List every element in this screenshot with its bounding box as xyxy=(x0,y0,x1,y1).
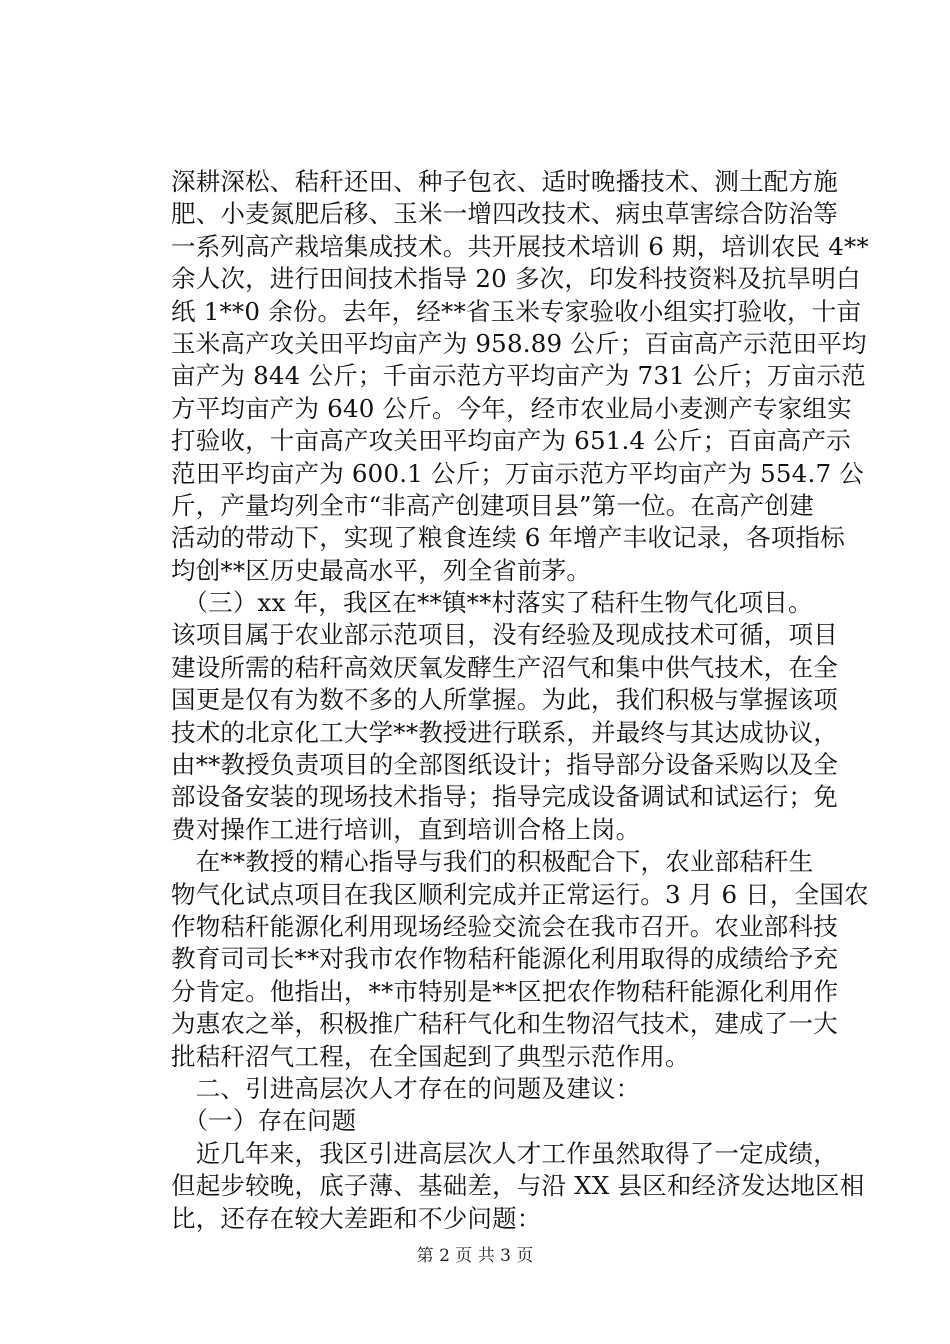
section-heading: 二、引进高层次人才存在的问题及建议： xyxy=(171,1073,641,1103)
text-line: 费对操作工进行培训，直到培训合格上岗。 xyxy=(171,814,641,844)
text-line: 批秸秆沼气工程，在全国起到了典型示范作用。 xyxy=(171,1041,690,1071)
text-line: 纸 1**0 余份。去年，经**省玉米专家验收小组实打验收，十亩 xyxy=(171,296,862,326)
text-line: 部设备安装的现场技术指导；指导完成设备调试和试运行；免 xyxy=(171,782,838,812)
text-line: 活动的带动下，实现了粮食连续 6 年增产丰收记录，各项指标 xyxy=(171,523,845,553)
text-line: 该项目属于农业部示范项目，没有经验及现成技术可循，项目 xyxy=(171,620,838,650)
text-line: 肥、小麦氮肥后移、玉米一增四改技术、病虫草害综合防治等 xyxy=(171,199,838,229)
text-line: 为惠农之举，积极推广秸秆气化和生物沼气技术，建成了一大 xyxy=(171,1009,838,1039)
text-line: 亩产为 844 公斤；千亩示范方平均亩产为 731 公斤；万亩示范 xyxy=(171,361,866,391)
text-line: 一系列高产栽培集成技术。共开展技术培训 6 期，培训农民 4** xyxy=(171,231,869,261)
text-line: 范田平均亩产为 600.1 公斤；万亩示范方平均亩产为 554.7 公 xyxy=(171,458,864,488)
text-line: 玉米高产攻关田平均亩产为 958.89 公斤；百亩高产示范田平均 xyxy=(171,328,867,358)
text-line: 教育司司长**对我市农作物秸秆能源化利用取得的成绩给予充 xyxy=(171,944,839,974)
document-body xyxy=(171,166,869,1235)
text-line: 均创**区历史最高水平，列全省前茅。 xyxy=(171,555,592,585)
text-line: 建设所需的秸秆高效厌氧发酵生产沼气和集中供气技术，在全 xyxy=(171,652,838,682)
text-line: 在**教授的精心指导与我们的积极配合下，农业部秸秆生 xyxy=(171,847,814,877)
text-line: 由**教授负责项目的全部图纸设计；指导部分设备采购以及全 xyxy=(171,750,839,780)
page-footer: 第 2 页 共 3 页 xyxy=(416,1246,534,1266)
text-line: 作物秸秆能源化利用现场经验交流会在我市召开。农业部科技 xyxy=(171,911,838,941)
text-line: 深耕深松、秸秆还田、种子包衣、适时晚播技术、测土配方施 xyxy=(171,167,838,196)
text-line: 方平均亩产为 640 公斤。今年，经市农业局小麦测产专家组实 xyxy=(171,393,852,423)
text-line: 斤，产量均列全市“非高产创建项目县”第一位。在高产创建 xyxy=(171,490,814,520)
subsection-heading: （一）存在问题 xyxy=(171,1106,357,1136)
text-line: 余人次，进行田间技术指导 20 多次，印发科技资料及抗旱明白 xyxy=(171,264,861,294)
text-line: 比，还存在较大差距和不少问题： xyxy=(171,1203,542,1233)
text-line: 国更是仅有为数不多的人所掌握。为此，我们积极与掌握该项 xyxy=(171,685,838,715)
text-line: 近几年来，我区引进高层次人才工作虽然取得了一定成绩， xyxy=(171,1138,838,1168)
text-line: 打验收，十亩高产攻关田平均亩产为 651.4 公斤；百亩高产示 xyxy=(171,426,851,456)
text-line: （三）xx 年，我区在**镇**村落实了秸秆生物气化项目。 xyxy=(171,588,813,618)
text-line: 分肯定。他指出，**市特别是**区把农作物秸秆能源化利用作 xyxy=(171,976,839,1006)
text-line: 物气化试点项目在我区顺利完成并正常运行。3 月 6 日，全国农 xyxy=(171,879,869,909)
text-line: 技术的北京化工大学**教授进行联系，并最终与其达成协议， xyxy=(171,717,839,747)
text-line: 但起步较晚，底子薄、基础差，与沿 XX 县区和经济发达地区相 xyxy=(171,1171,865,1201)
